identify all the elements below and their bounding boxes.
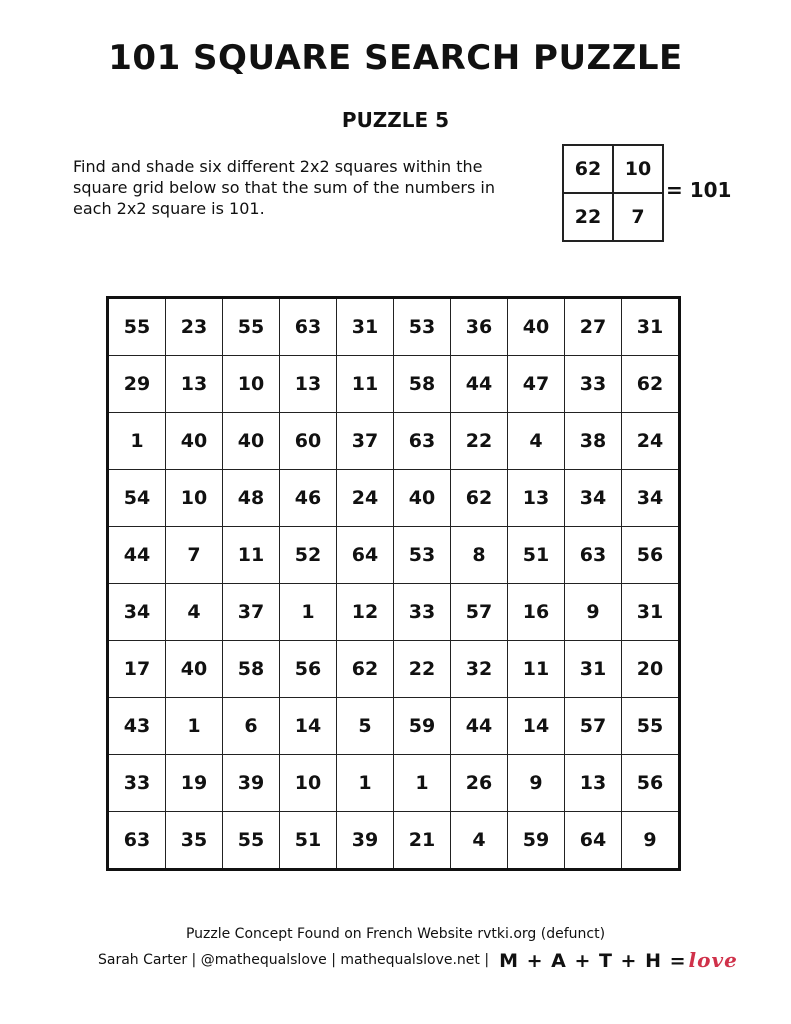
grid-cell[interactable]: 1 [394, 755, 451, 812]
example-cell: 22 [563, 193, 613, 241]
grid-cell[interactable]: 36 [451, 298, 508, 356]
grid-row [108, 527, 680, 584]
grid-cell[interactable]: 22 [394, 641, 451, 698]
grid-cell[interactable]: 33 [394, 584, 451, 641]
grid-cell[interactable]: 53 [394, 298, 451, 356]
grid-row [108, 698, 680, 755]
grid-cell[interactable]: 37 [223, 584, 280, 641]
grid-cell[interactable]: 38 [565, 413, 622, 470]
grid-cell[interactable]: 9 [508, 755, 565, 812]
grid-cell[interactable]: 56 [622, 755, 680, 812]
grid-cell[interactable]: 40 [166, 641, 223, 698]
example-cell: 10 [613, 145, 663, 193]
grid-cell[interactable]: 56 [280, 641, 337, 698]
grid-row [108, 641, 680, 698]
grid-cell[interactable]: 40 [223, 413, 280, 470]
author-text: Sarah Carter | @mathequalslove | mathequalslove.net | [98, 952, 490, 968]
logo-love: love [688, 948, 738, 972]
grid-row [108, 356, 680, 413]
grid-cell[interactable]: 33 [108, 755, 166, 812]
grid-cell[interactable]: 4 [451, 812, 508, 870]
grid-cell[interactable]: 9 [622, 812, 680, 870]
grid-cell[interactable]: 11 [508, 641, 565, 698]
grid-cell[interactable]: 13 [166, 356, 223, 413]
grid-cell[interactable]: 48 [223, 470, 280, 527]
example-cell: 62 [563, 145, 613, 193]
grid-row [108, 413, 680, 470]
grid-cell[interactable]: 44 [451, 356, 508, 413]
grid-cell[interactable]: 34 [622, 470, 680, 527]
grid-cell[interactable]: 35 [166, 812, 223, 870]
grid-cell[interactable]: 10 [280, 755, 337, 812]
grid-cell[interactable]: 60 [280, 413, 337, 470]
grid-cell[interactable]: 55 [223, 298, 280, 356]
grid-cell[interactable]: 33 [565, 356, 622, 413]
grid-cell[interactable]: 16 [508, 584, 565, 641]
grid-cell[interactable]: 31 [337, 298, 394, 356]
grid-cell[interactable]: 11 [337, 356, 394, 413]
grid-cell[interactable]: 54 [108, 470, 166, 527]
grid-cell[interactable]: 23 [166, 298, 223, 356]
grid-cell[interactable]: 63 [394, 413, 451, 470]
grid-cell[interactable]: 8 [451, 527, 508, 584]
grid-cell[interactable]: 31 [622, 584, 680, 641]
grid-cell[interactable]: 4 [166, 584, 223, 641]
grid-cell[interactable]: 13 [508, 470, 565, 527]
grid-cell[interactable]: 52 [280, 527, 337, 584]
grid-cell[interactable]: 51 [508, 527, 565, 584]
puzzle-number: PUZZLE 5 [341, 108, 450, 132]
grid-cell[interactable]: 40 [394, 470, 451, 527]
grid-cell[interactable]: 9 [565, 584, 622, 641]
grid-row [108, 755, 680, 812]
grid-cell[interactable]: 34 [565, 470, 622, 527]
grid-cell[interactable]: 64 [565, 812, 622, 870]
grid-cell[interactable]: 19 [166, 755, 223, 812]
grid-cell[interactable]: 14 [508, 698, 565, 755]
grid-cell[interactable]: 26 [451, 755, 508, 812]
grid-cell[interactable]: 11 [223, 527, 280, 584]
grid-cell[interactable]: 55 [108, 298, 166, 356]
grid-cell[interactable]: 10 [223, 356, 280, 413]
grid-cell[interactable]: 62 [337, 641, 394, 698]
math-love-logo [499, 948, 738, 972]
grid-cell[interactable]: 46 [280, 470, 337, 527]
grid-cell[interactable]: 22 [451, 413, 508, 470]
grid-cell[interactable]: 34 [108, 584, 166, 641]
grid-cell[interactable]: 17 [108, 641, 166, 698]
grid-cell[interactable]: 56 [622, 527, 680, 584]
grid-cell[interactable]: 44 [451, 698, 508, 755]
grid-cell[interactable]: 31 [622, 298, 680, 356]
grid-cell[interactable]: 47 [508, 356, 565, 413]
grid-cell[interactable]: 62 [622, 356, 680, 413]
grid-cell[interactable]: 39 [223, 755, 280, 812]
grid-row [108, 812, 680, 870]
grid-cell[interactable]: 62 [451, 470, 508, 527]
grid-cell[interactable]: 24 [337, 470, 394, 527]
grid-cell[interactable]: 14 [280, 698, 337, 755]
grid-cell[interactable]: 39 [337, 812, 394, 870]
grid-cell[interactable]: 55 [622, 698, 680, 755]
grid-cell[interactable]: 20 [622, 641, 680, 698]
grid-cell[interactable]: 59 [508, 812, 565, 870]
grid-cell[interactable]: 29 [108, 356, 166, 413]
grid-cell[interactable]: 24 [622, 413, 680, 470]
author-credit [98, 948, 738, 972]
grid-cell[interactable]: 58 [223, 641, 280, 698]
example-square [562, 144, 664, 242]
grid-row [108, 298, 680, 356]
logo-text: M + A + T + H = [499, 950, 687, 972]
grid-cell[interactable]: 43 [108, 698, 166, 755]
grid-cell[interactable]: 40 [508, 298, 565, 356]
grid-cell[interactable]: 40 [166, 413, 223, 470]
grid-cell[interactable]: 6 [223, 698, 280, 755]
grid-cell[interactable]: 27 [565, 298, 622, 356]
grid-cell[interactable]: 63 [108, 812, 166, 870]
grid-cell[interactable]: 59 [394, 698, 451, 755]
grid-cell[interactable]: 44 [108, 527, 166, 584]
grid-cell[interactable]: 13 [280, 356, 337, 413]
grid-cell[interactable]: 58 [394, 356, 451, 413]
grid-row [108, 470, 680, 527]
concept-credit: Puzzle Concept Found on French Website rvtki.org (defunct) [185, 926, 606, 942]
grid-cell[interactable]: 57 [451, 584, 508, 641]
grid-cell[interactable]: 63 [280, 298, 337, 356]
page-title: 101 SQUARE SEARCH PUZZLE [108, 38, 683, 78]
grid-cell[interactable]: 13 [565, 755, 622, 812]
grid-row [108, 584, 680, 641]
grid-cell[interactable]: 63 [565, 527, 622, 584]
grid-cell[interactable]: 32 [451, 641, 508, 698]
example-sum: = 101 [666, 178, 732, 202]
grid-cell[interactable]: 21 [394, 812, 451, 870]
grid-cell[interactable]: 53 [394, 527, 451, 584]
grid-cell[interactable]: 64 [337, 527, 394, 584]
grid-cell[interactable]: 7 [166, 527, 223, 584]
grid-cell[interactable]: 12 [337, 584, 394, 641]
puzzle-grid [106, 296, 681, 871]
grid-cell[interactable]: 4 [508, 413, 565, 470]
grid-cell[interactable]: 1 [337, 755, 394, 812]
grid-cell[interactable]: 37 [337, 413, 394, 470]
grid-cell[interactable]: 1 [166, 698, 223, 755]
instructions-text: Find and shade six different 2x2 squares within the square grid below so that the sum of the numbers in each 2x2 square is 101. [73, 157, 496, 218]
grid-cell[interactable]: 55 [223, 812, 280, 870]
grid-cell[interactable]: 57 [565, 698, 622, 755]
example-cell: 7 [613, 193, 663, 241]
grid-cell[interactable]: 1 [280, 584, 337, 641]
grid-cell[interactable]: 51 [280, 812, 337, 870]
grid-cell[interactable]: 1 [108, 413, 166, 470]
grid-cell[interactable]: 31 [565, 641, 622, 698]
grid-cell[interactable]: 5 [337, 698, 394, 755]
grid-cell[interactable]: 10 [166, 470, 223, 527]
